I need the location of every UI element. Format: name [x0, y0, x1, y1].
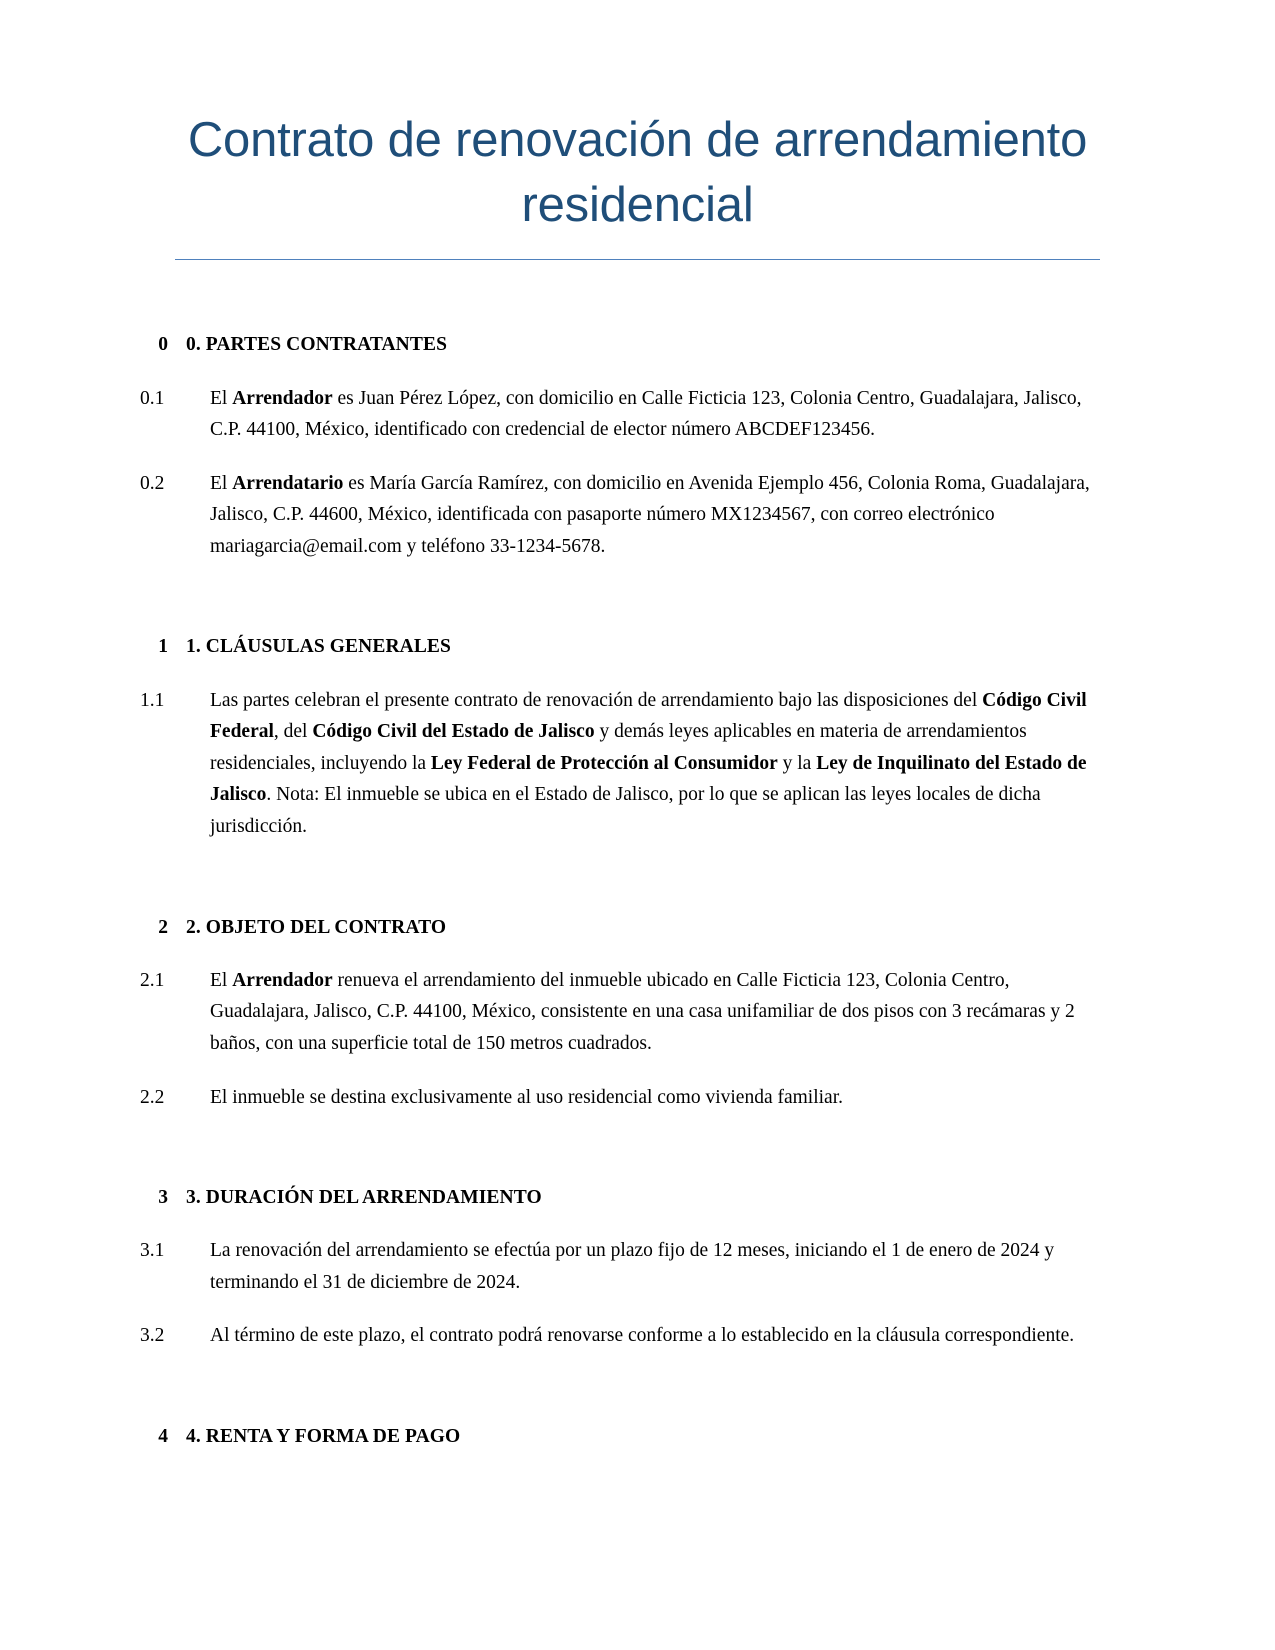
document-body [0, 330, 1275, 1532]
clause-number: 2.1 [140, 969, 165, 991]
section-heading-text: 1. CLÁUSULAS GENERALES [186, 636, 451, 658]
clause-text [210, 965, 1100, 1060]
clause-emphasis: Arrendatario [232, 472, 344, 494]
clause-emphasis: Código Civil Federal [210, 689, 1087, 743]
clause [140, 1235, 1100, 1298]
clause-text-run: es Juan Pérez López, con domicilio en Calle Ficticia 123, Colonia Centro, Guadalajara, Jalisco, C.P. 44100, México, identificado con credencial de elector número ABCDEF123456. [210, 387, 1082, 441]
clause-text [210, 1082, 1100, 1114]
clause [140, 1082, 1100, 1114]
section-number: 1 [158, 636, 168, 658]
clause-text-run: es María García Ramírez, con domicilio en Avenida Ejemplo 456, Colonia Roma, Guadalajara, Jalisco, C.P. 44600, México, identificada con pasaporte número MX1234567, con correo electrónico mariagarcia@email.com y teléfono 33-1234-5678. [210, 472, 1090, 557]
section-heading [140, 1422, 1100, 1452]
clause [140, 965, 1100, 1060]
section-heading [140, 913, 1100, 943]
clause [140, 383, 1100, 446]
sections-container [140, 330, 1100, 1452]
clause-text-run: La renovación del arrendamiento se efectúa por un plazo fijo de 12 meses, iniciando el 1 de enero de 2024 y terminando el 31 de diciembre de 2024. [210, 1240, 1055, 1293]
clause-number: 0.2 [140, 472, 165, 494]
clause-text-run: Las partes celebran el presente contrato de renovación de arrendamiento bajo las disposiciones del [210, 689, 983, 711]
clause-text [210, 1235, 1100, 1298]
title-divider [175, 259, 1100, 260]
clause [140, 685, 1100, 843]
clause-emphasis: Arrendador [232, 969, 333, 991]
section [140, 1183, 1100, 1352]
clause-text-run: El [210, 969, 233, 991]
clause-emphasis: Código Civil del Estado de Jalisco [312, 721, 595, 743]
section-number: 2 [158, 916, 168, 938]
clause-text-run: y demás leyes aplicables en materia de arrendamientos residenciales, incluyendo la [210, 721, 1027, 774]
clause-text-run: . Nota: El inmueble se ubica en el Estado de Jalisco, por lo que se aplican las leyes locales de dicha jurisdicción. [210, 784, 1041, 837]
section-number: 3 [158, 1187, 168, 1209]
clause-text-run: Al término de este plazo, el contrato podrá renovarse conforme a lo establecido en la cláusula correspondiente. [210, 1325, 1075, 1347]
section-heading [140, 330, 1100, 360]
clause [140, 1320, 1100, 1352]
clause-number: 0.1 [140, 387, 165, 409]
clause-number: 3.1 [140, 1240, 165, 1262]
section-heading-text: 4. RENTA Y FORMA DE PAGO [186, 1426, 461, 1448]
section-heading [140, 632, 1100, 662]
clause-number: 2.2 [140, 1086, 165, 1108]
section [140, 632, 1100, 842]
page-bottom-spacer [0, 1532, 1275, 1572]
clause-number: 1.1 [140, 689, 165, 711]
title-block [0, 0, 1275, 260]
clause-emphasis: Ley Federal de Protección al Consumidor [430, 752, 778, 774]
clause-emphasis: Ley de Inquilinato del Estado de Jalisco [210, 752, 1087, 806]
section-heading-text: 3. DURACIÓN DEL ARRENDAMIENTO [186, 1187, 542, 1209]
clause [140, 468, 1100, 563]
section-number: 0 [158, 334, 168, 356]
clause-text [210, 468, 1100, 563]
clause-text-run: y la [777, 752, 817, 774]
clause-text-run: El [210, 472, 233, 494]
section-heading-text: 2. OBJETO DEL CONTRATO [186, 916, 447, 938]
clause-text [210, 1320, 1100, 1352]
section [140, 913, 1100, 1114]
clause-text-run: , del [273, 721, 313, 743]
clause-number: 3.2 [140, 1325, 165, 1347]
clause-text [210, 383, 1100, 446]
clause-text-run: El inmueble se destina exclusivamente al uso residencial como vivienda familiar. [210, 1086, 844, 1108]
section-heading-text: 0. PARTES CONTRATANTES [186, 334, 448, 356]
section [140, 1422, 1100, 1452]
clause-text-run: El [210, 387, 233, 409]
section-number: 4 [158, 1426, 168, 1448]
section [140, 330, 1100, 562]
clause-text-run: renueva el arrendamiento del inmueble ubicado en Calle Ficticia 123, Colonia Centro, Guadalajara, Jalisco, C.P. 44100, México, consistente en una casa unifamiliar de dos pisos con 3 recámaras y 2 baños, con una superficie total de 150 metros cuadrados. [210, 969, 1075, 1054]
clause-text [210, 685, 1100, 843]
page-title: Contrato de renovación de arrendamiento residencial [187, 113, 1088, 232]
section-heading [140, 1183, 1100, 1213]
clause-emphasis: Arrendador [232, 387, 333, 409]
